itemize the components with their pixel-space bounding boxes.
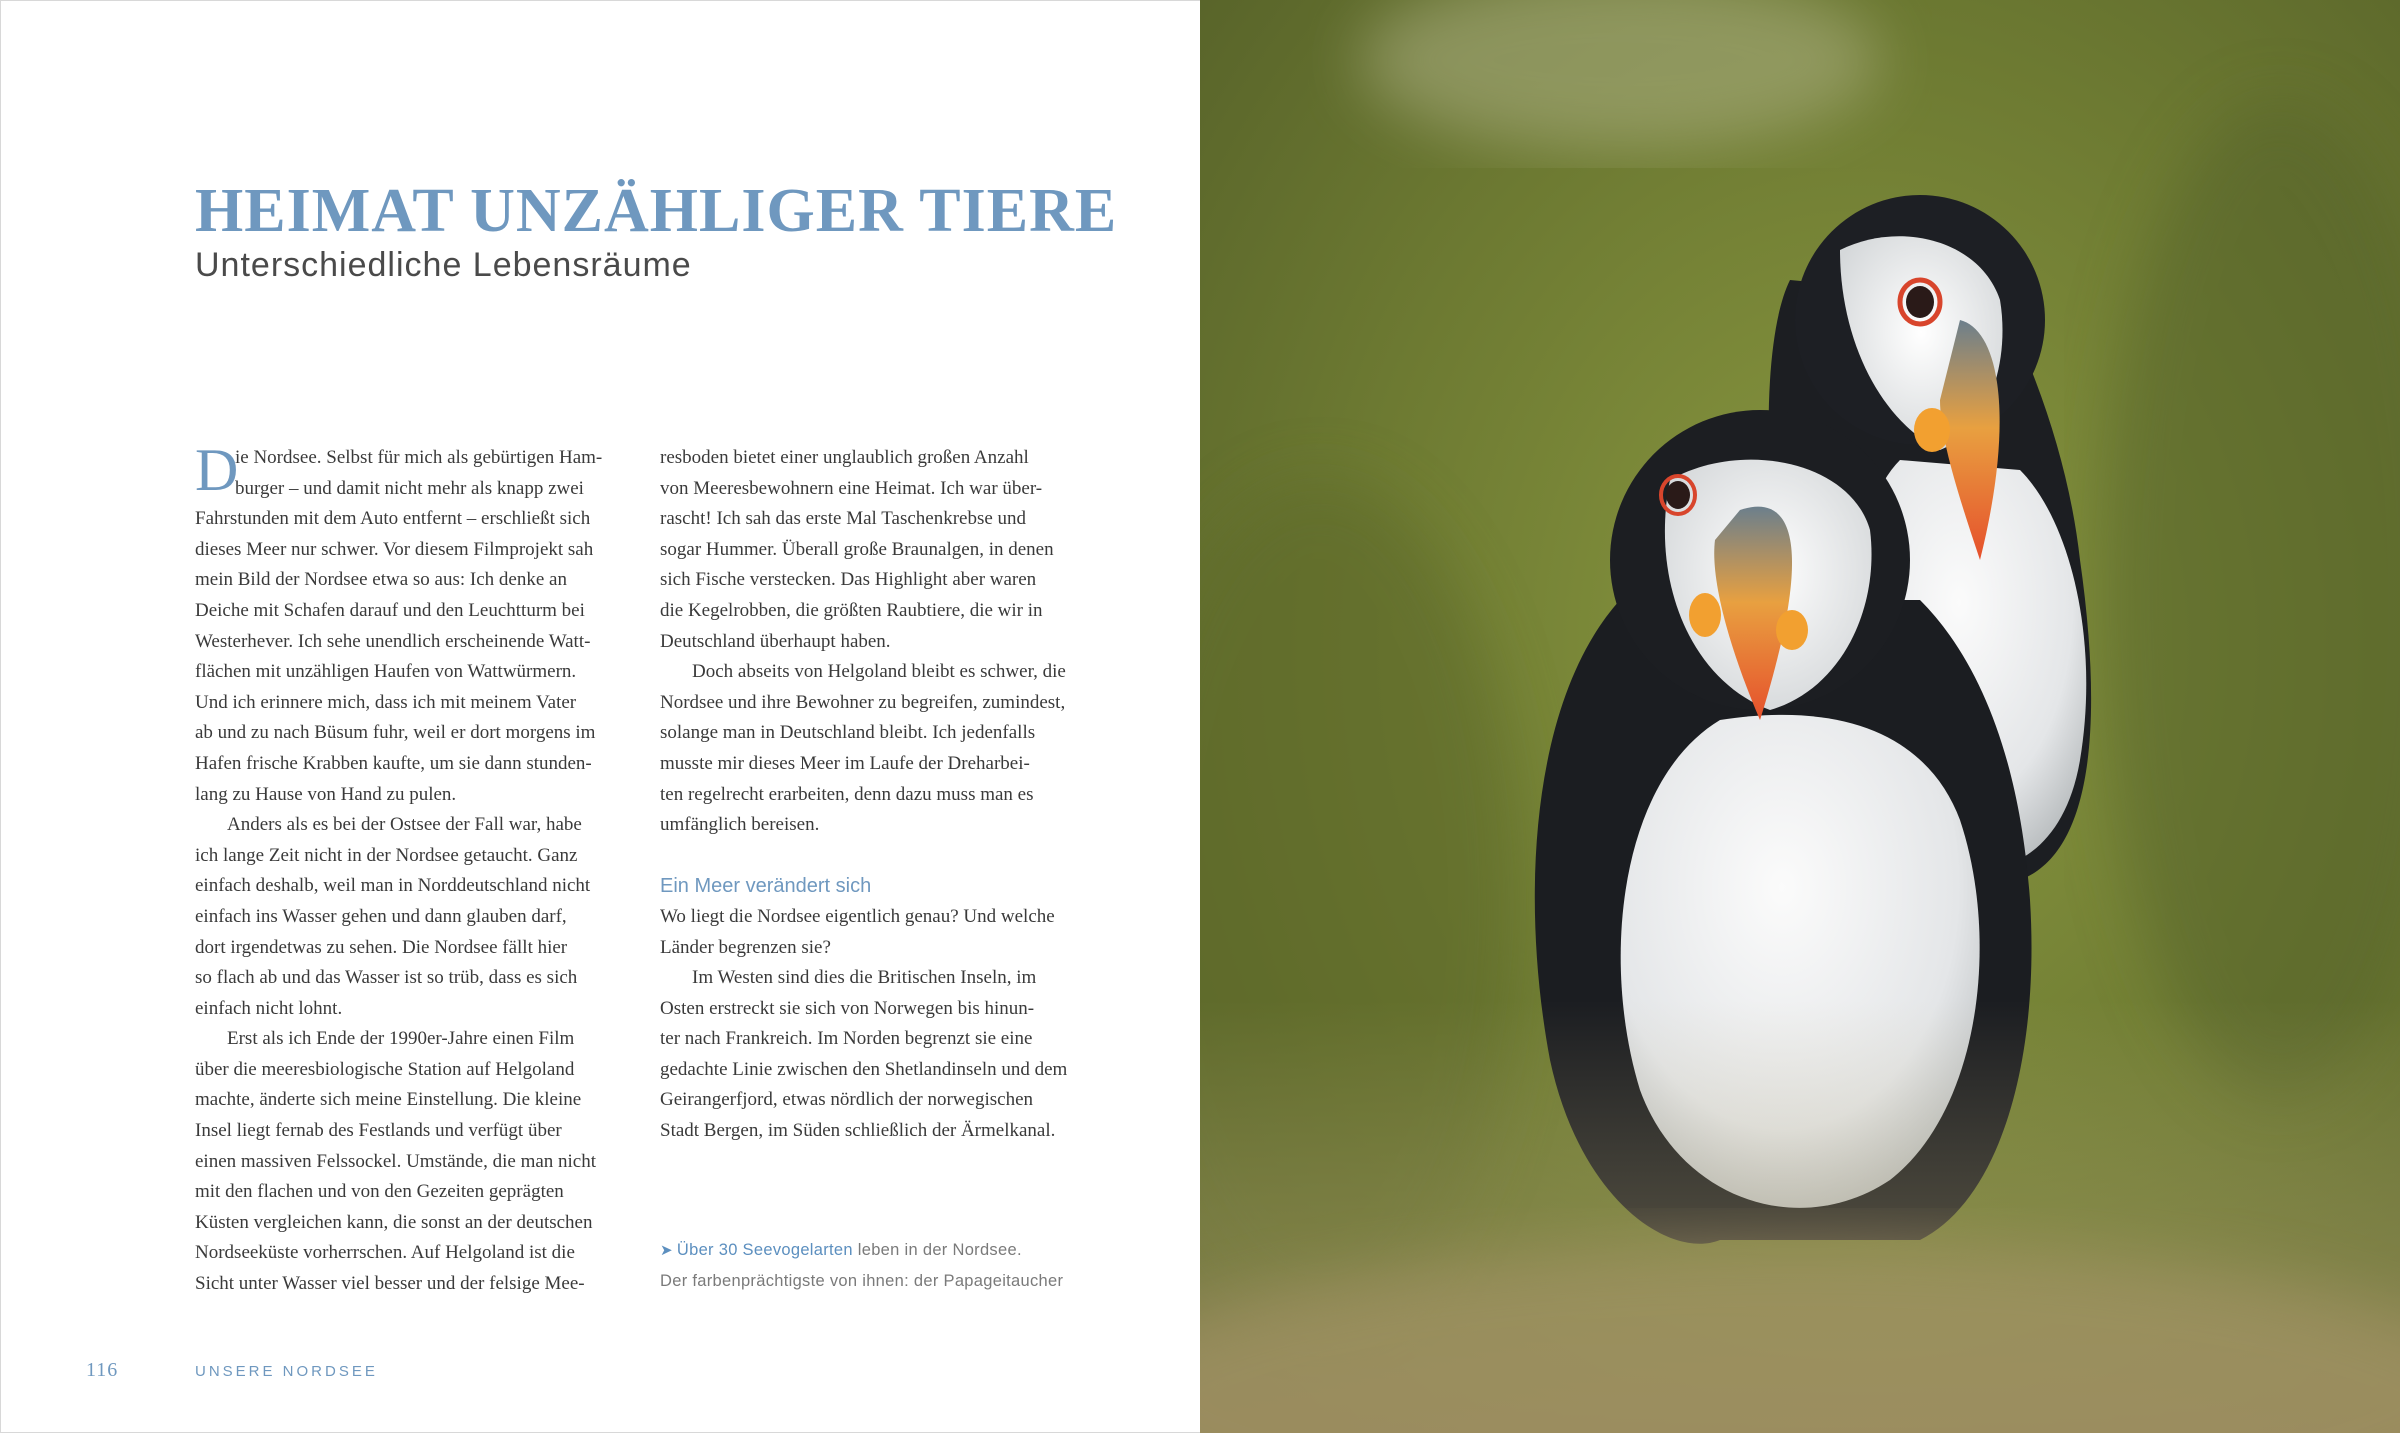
- text-line: umfänglich bereisen.: [660, 814, 820, 836]
- text-line: mit den flachen und von den Gezeiten geprägten: [195, 1181, 564, 1203]
- text-line: ab und zu nach Büsum fuhr, weil er dort morgens im: [195, 722, 596, 744]
- text-line: ter nach Frankreich. Im Norden begrenzt sie eine: [660, 1028, 1033, 1050]
- caption-highlight: Über 30 Seevogelarten: [676, 1241, 853, 1259]
- image-caption: [660, 1235, 1063, 1296]
- text-line: einfach deshalb, weil man in Norddeutschland nicht: [195, 875, 591, 897]
- text-line: Westerhever. Ich sehe unendlich erscheinende Watt-: [195, 630, 591, 652]
- text-line: Osten erstreckt sie sich von Norwegen bis hinun-: [660, 997, 1035, 1019]
- text-line: gedachte Linie zwischen den Shetlandinseln und dem: [660, 1058, 1068, 1080]
- text-line: Deutschland überhaupt haben.: [660, 630, 891, 652]
- puffin-photo: [1200, 0, 2400, 1433]
- section-heading: Ein Meer verändert sich: [660, 875, 872, 898]
- text-line: rascht! Ich sah das erste Mal Taschenkrebse und: [660, 508, 1027, 530]
- text-line: Wo liegt die Nordsee eigentlich genau? Und welche: [660, 905, 1055, 927]
- text-line: dort irgendetwas zu sehen. Die Nordsee fällt hier: [195, 936, 568, 958]
- text-line: Hafen frische Krabben kaufte, um sie dann stunden-: [195, 752, 592, 774]
- text-column-left: [195, 443, 625, 1300]
- drop-cap: D: [195, 437, 239, 503]
- text-line: Stadt Bergen, im Süden schließlich der Ärmelkanal.: [660, 1120, 1056, 1142]
- text-line: so flach ab und das Wasser ist so trüb, dass es sich: [195, 967, 578, 989]
- text-line: Geirangerfjord, etwas nördlich der norwegischen: [660, 1089, 1033, 1111]
- text-line: machte, änderte sich meine Einstellung. Die kleine: [195, 1089, 582, 1111]
- right-page-photo: [1200, 0, 2400, 1433]
- text-line: solange man in Deutschland bleibt. Ich jedenfalls: [660, 722, 1036, 744]
- text-line: die Kegelrobben, die größten Raubtiere, die wir in: [660, 599, 1043, 621]
- text-line: von Meeresbewohnern eine Heimat. Ich war über-: [660, 477, 1043, 499]
- text-line: Küsten vergleichen kann, die sonst an der deutschen: [195, 1211, 593, 1233]
- text-line: flächen mit unzähligen Haufen von Wattwürmern.: [195, 661, 577, 683]
- text-line: ten regelrecht erarbeiten, denn dazu muss man es: [660, 783, 1034, 805]
- text-line: Länder begrenzen sie?: [660, 936, 831, 958]
- text-line: Sicht unter Wasser viel besser und der felsige Mee-: [195, 1273, 585, 1295]
- text-line: ie Nordsee. Selbst für mich als gebürtigen Ham-: [235, 447, 603, 468]
- text-line: ich lange Zeit nicht in der Nordsee getaucht. Ganz: [195, 844, 578, 866]
- caption-text: leben in der Nordsee.: [852, 1241, 1022, 1259]
- text-line: sogar Hummer. Überall große Braunalgen, in denen: [660, 538, 1054, 560]
- caption-line-2: Der farbenprächtigste von ihnen: der Papageitaucher: [660, 1272, 1064, 1290]
- text-line: Anders als es bei der Ostsee der Fall war, habe: [227, 814, 582, 836]
- text-line: Erst als ich Ende der 1990er-Jahre einen Film: [227, 1028, 575, 1050]
- text-line: Deiche mit Schafen darauf und den Leuchtturm bei: [195, 599, 585, 621]
- text-line: dieses Meer nur schwer. Vor diesem Filmprojekt sah: [195, 538, 594, 560]
- text-line: musste mir dieses Meer im Laufe der Dreharbei-: [660, 752, 1030, 774]
- text-line: Nordseeküste vorherrschen. Auf Helgoland ist die: [195, 1242, 575, 1264]
- text-line: resboden bietet einer unglaublich großen Anzahl: [660, 447, 1029, 468]
- text-line: Und ich erinnere mich, dass ich mit meinem Vater: [195, 691, 577, 713]
- running-head: UNSERE NORDSEE: [195, 1363, 378, 1380]
- text-column-right: [660, 443, 1095, 1147]
- text-line: Im Westen sind dies die Britischen Inseln, im: [692, 967, 1037, 989]
- text-line: sich Fische verstecken. Das Highlight aber waren: [660, 569, 1037, 591]
- text-line: einfach nicht lohnt.: [195, 997, 343, 1019]
- text-line: einen massiven Felssockel. Umstände, die man nicht: [195, 1150, 597, 1172]
- text-line: einfach ins Wasser gehen und dann glauben darf,: [195, 905, 567, 927]
- text-line: mein Bild der Nordsee etwa so aus: Ich denke an: [195, 569, 567, 591]
- page-number: 116: [86, 1359, 119, 1381]
- text-line: Fahrstunden mit dem Auto entfernt – erschließt sich: [195, 508, 591, 530]
- paragraph-gap: [660, 841, 1095, 872]
- caption-arrow-icon: ➤: [660, 1242, 673, 1259]
- page-subtitle: Unterschiedliche Lebensräume: [195, 246, 692, 284]
- text-line: über die meeresbiologische Station auf Helgoland: [195, 1058, 575, 1080]
- text-line: lang zu Hause von Hand zu pulen.: [195, 783, 457, 805]
- text-line: Insel liegt fernab des Festlands und verfügt über: [195, 1120, 562, 1142]
- text-line: Doch abseits von Helgoland bleibt es schwer, die: [692, 661, 1066, 683]
- text-line: Nordsee und ihre Bewohner zu begreifen, zumindest,: [660, 691, 1066, 713]
- caption-line-1: [660, 1235, 1063, 1266]
- page-title: HEIMAT UNZÄHLIGER TIERE: [195, 177, 1118, 245]
- text-line: burger – und damit nicht mehr als knapp zwei: [235, 477, 584, 499]
